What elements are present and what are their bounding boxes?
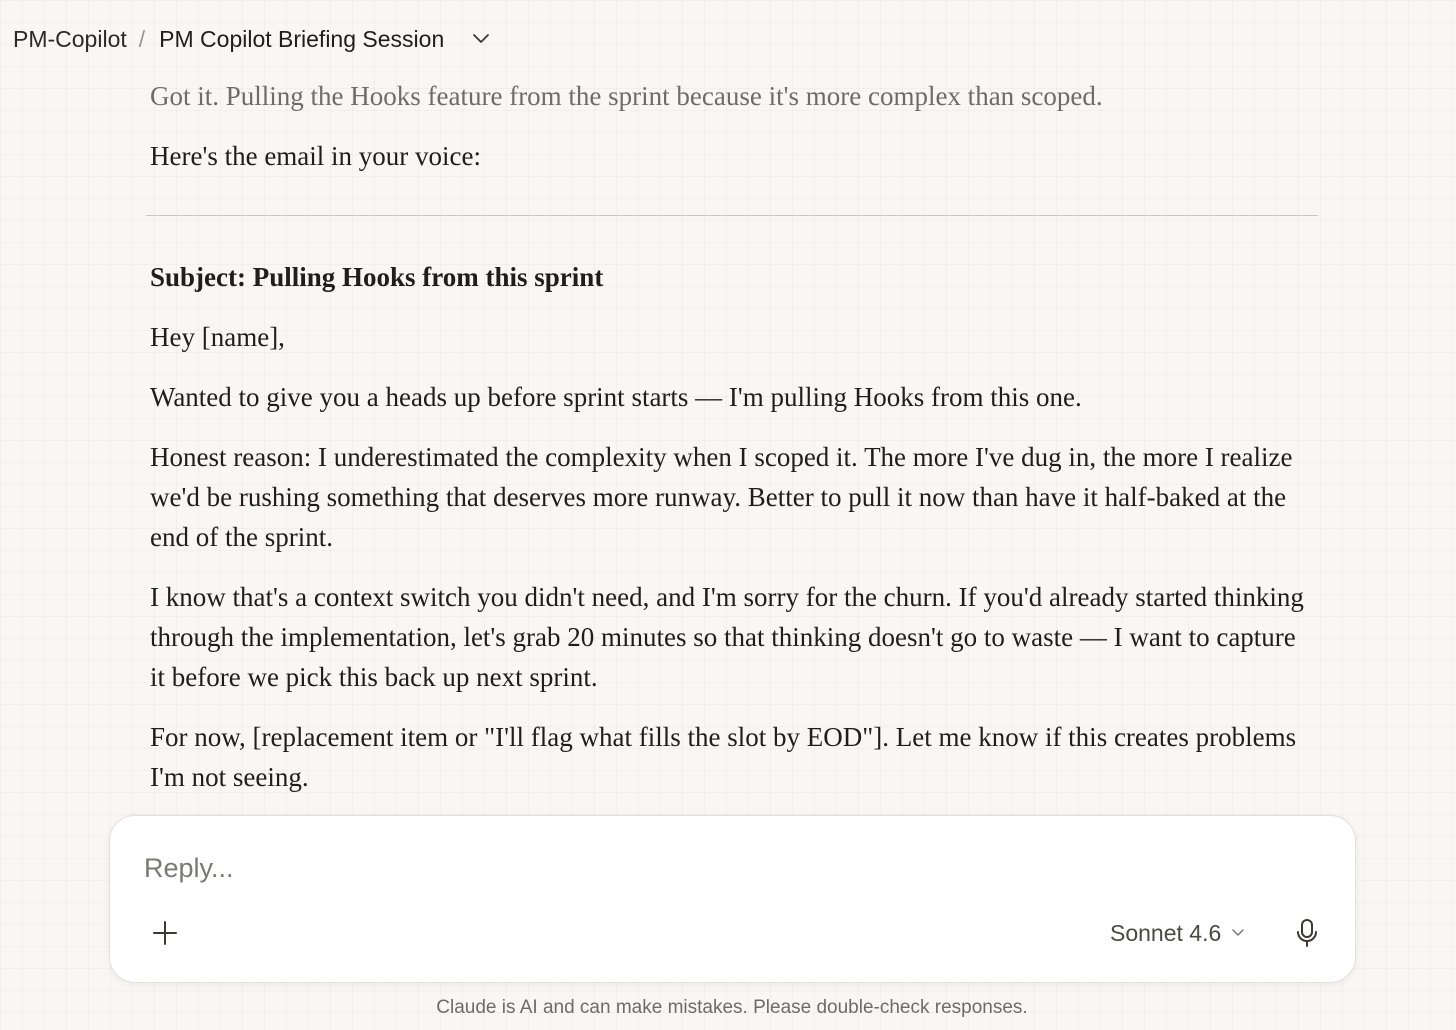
message-faded-line: Got it. Pulling the Hooks feature from the sprint because it's more complex than scoped. (150, 81, 1103, 111)
email-greeting: Hey [name], (150, 322, 285, 352)
reply-input[interactable] (144, 846, 1244, 890)
microphone-icon[interactable] (1292, 916, 1322, 950)
breadcrumb (13, 20, 492, 58)
email-subject: Subject: Pulling Hooks from this sprint (150, 262, 604, 292)
plus-icon[interactable] (148, 916, 182, 950)
email-paragraph: Wanted to give you a heads up before sprint starts — I'm pulling Hooks from this one. (150, 382, 1082, 412)
reply-composer (109, 815, 1356, 983)
assistant-message (150, 76, 1310, 176)
disclaimer-text: Claude is AI and can make mistakes. Please double-check responses. (436, 997, 1028, 1018)
email-paragraph: Honest reason: I underestimated the complexity when I scoped it. The more I've dug in, the more I realize we'd be rushing something that deserves more runway. Better to pull it now than have it half-baked at the end of the sprint. (150, 442, 1293, 552)
breadcrumb-separator: / (138, 25, 146, 52)
horizontal-divider (146, 215, 1318, 216)
chat-title[interactable]: PM Copilot Briefing Session (159, 25, 445, 52)
model-selector-label: Sonnet 4.6 (1110, 919, 1222, 946)
model-selector[interactable] (1110, 916, 1245, 950)
breadcrumb-project-link[interactable]: PM-Copilot (13, 25, 127, 52)
email-draft (150, 257, 1310, 817)
email-paragraph: For now, [replacement item or "I'll flag what fills the slot by EOD"]. Let me know if this creates problems I'm not seeing. (150, 722, 1297, 792)
chevron-down-icon (1231, 928, 1245, 938)
message-intro: Here's the email in your voice: (150, 141, 482, 171)
chevron-down-icon[interactable] (470, 28, 492, 50)
email-paragraph: I know that's a context switch you didn't need, and I'm sorry for the churn. If you'd already started thinking through the implementation, let's grab 20 minutes so that thinking doesn't go to waste — I want to capture it before we pick this back up next sprint. (150, 582, 1304, 692)
